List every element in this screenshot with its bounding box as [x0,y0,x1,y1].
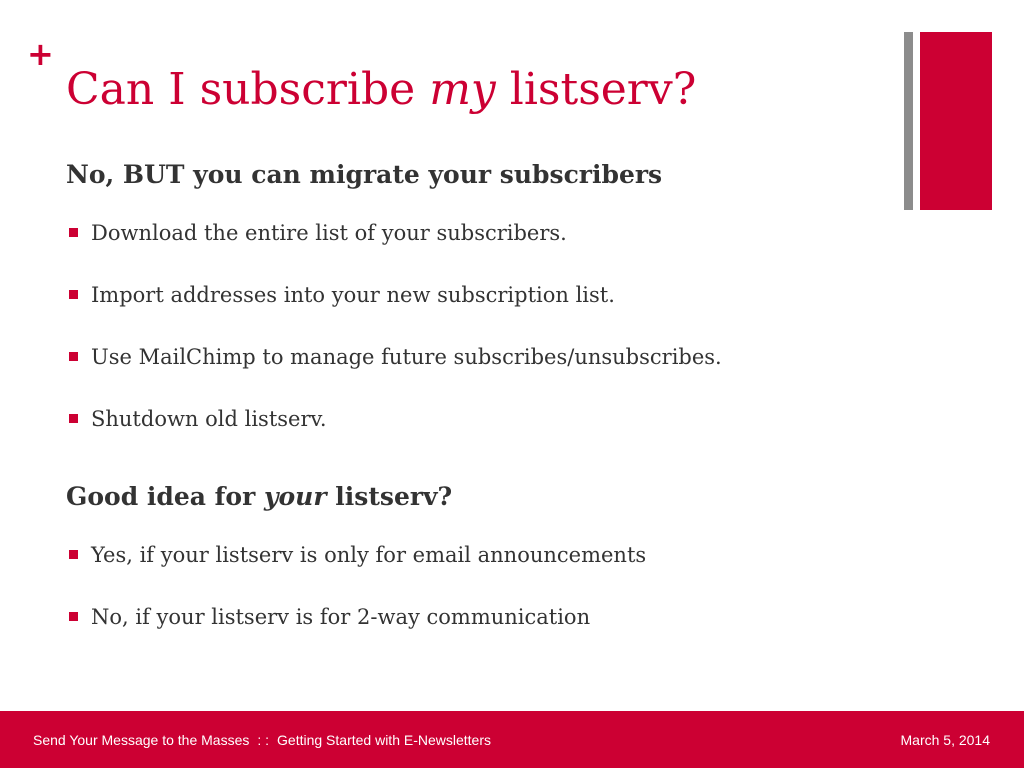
slide-content [66,150,886,632]
list-item [66,602,886,632]
footer-separator: : : [257,732,270,748]
footer-bar [0,711,1024,768]
section-heading-good-idea [66,472,886,522]
footer-date: March 5, 2014 [900,732,990,748]
bullet-square-icon [69,228,78,237]
list-item-text: Import addresses into your new subscription list. [91,283,615,307]
list-item [66,404,886,434]
bullet-square-icon [69,290,78,299]
heading-text-after: listserv? [326,482,453,511]
footer-presentation-title [33,731,491,749]
slide-title [66,62,696,118]
title-emphasis: my [429,64,496,115]
list-item [66,218,886,248]
title-text-after: listserv? [495,64,697,115]
list-item-text: No, if your listserv is for 2-way communication [91,605,591,629]
bullet-square-icon [69,550,78,559]
list-item-text: Use MailChimp to manage future subscribes/unsubscribes. [91,345,722,369]
decorative-red-block [920,32,992,210]
list-item [66,540,886,570]
footer-presentation-name: Send Your Message to the Masses [33,732,250,748]
bullet-square-icon [69,352,78,361]
list-item-text: Download the entire list of your subscribers. [91,221,567,245]
list-item [66,342,886,372]
good-idea-list [66,540,886,632]
list-item-text: Yes, if your listserv is only for email announcements [91,543,647,567]
title-text-before: Can I subscribe [66,64,430,115]
plus-icon: + [27,35,54,73]
heading-text-before: Good idea for [66,482,264,511]
list-item-text: Shutdown old listserv. [91,407,327,431]
decorative-gray-bar [904,32,913,210]
heading-emphasis: your [263,482,327,511]
bullet-square-icon [69,612,78,621]
footer-subtitle: Getting Started with E-Newsletters [277,732,492,748]
list-item [66,280,886,310]
section-heading-migrate: No, BUT you can migrate your subscribers [66,160,663,189]
migrate-steps-list [66,218,886,434]
bullet-square-icon [69,414,78,423]
